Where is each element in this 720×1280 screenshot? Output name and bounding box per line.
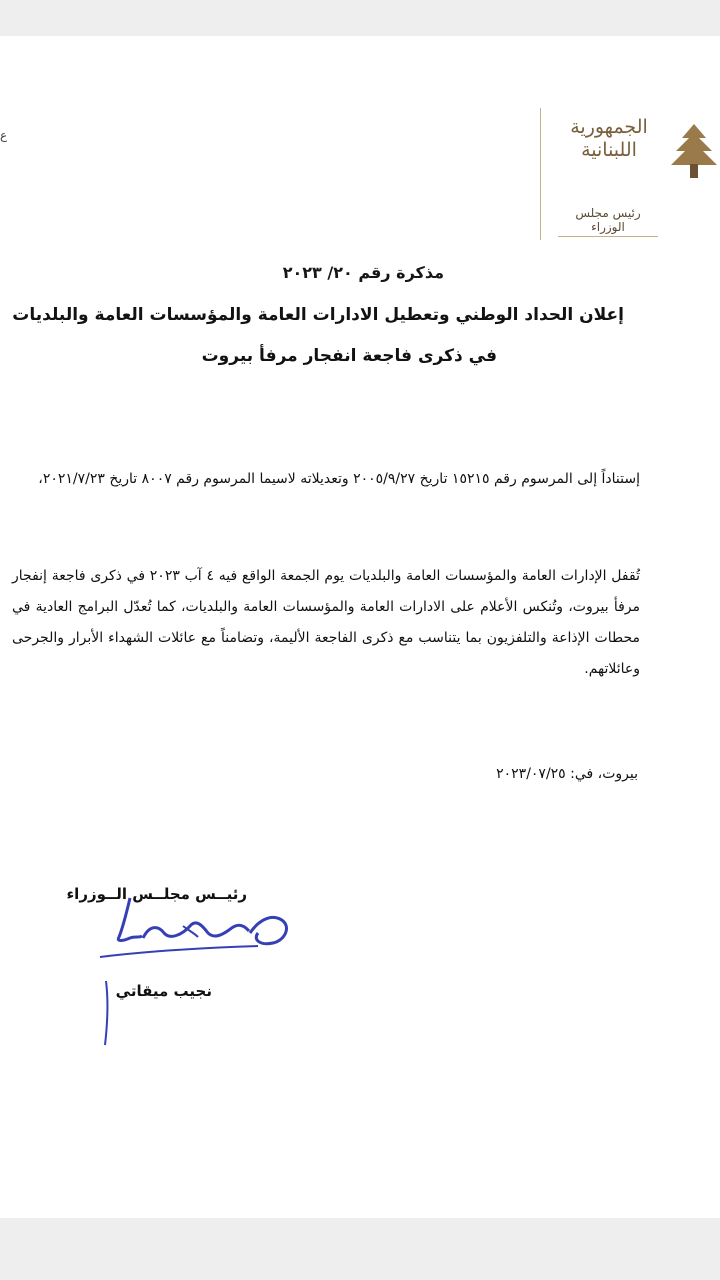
office-title: رئيس مجلس الوزراء	[558, 206, 658, 237]
letterhead-divider	[540, 108, 541, 240]
decision-paragraph: تُقفل الإدارات العامة والمؤسسات العامة والبلديات يوم الجمعة الواقع فيه ٤ آب ٢٠٢٣ في ذكرى فاجعة إنفجار مرفأ بيروت، وتُنكس الأعلام على الادارات العامة والمؤسسات العامة والبلديات، كما تُعدّل البرامج العادية في محطات الإذاعة والتلفزيون بما يتناسب مع ذكرى الفاجعة الأليمة، وتضامناً مع عائلات الشهداء الأبرار والجرحى وعائلاتهم.	[12, 568, 640, 677]
date-line: بيروت، في: ٢٠٢٣/٠٧/٢٥	[496, 766, 638, 782]
memo-title-line-2: في ذكرى فاجعة انفجار مرفأ بيروت	[201, 346, 497, 366]
cedar-tree-icon	[670, 120, 718, 184]
handwritten-signature	[92, 893, 308, 1053]
signatory-name: نجيب ميقاتي	[115, 982, 212, 1000]
edge-mark: ع	[0, 128, 8, 142]
memo-number: مذكرة رقم ٢٠/ ٢٠٢٣	[282, 263, 444, 282]
memo-title-line-1: إعلان الحداد الوطني وتعطيل الادارات العامة والمؤسسات العامة والبلديات	[12, 305, 624, 325]
letterhead	[540, 108, 720, 240]
reference-paragraph: إستناداً إلى المرسوم رقم ١٥٢١٥ تاريخ ٢٠٠٥/٩/٢٧ وتعديلاته لاسيما المرسوم رقم ٨٠٠٧ تاريخ ٢٠٢١/٧/٢٣،	[38, 471, 640, 487]
republic-emblem-title: الجمهورية اللبنانية	[570, 116, 648, 161]
signatory-title: رئيــس مجلــس الــوزراء	[66, 885, 247, 903]
